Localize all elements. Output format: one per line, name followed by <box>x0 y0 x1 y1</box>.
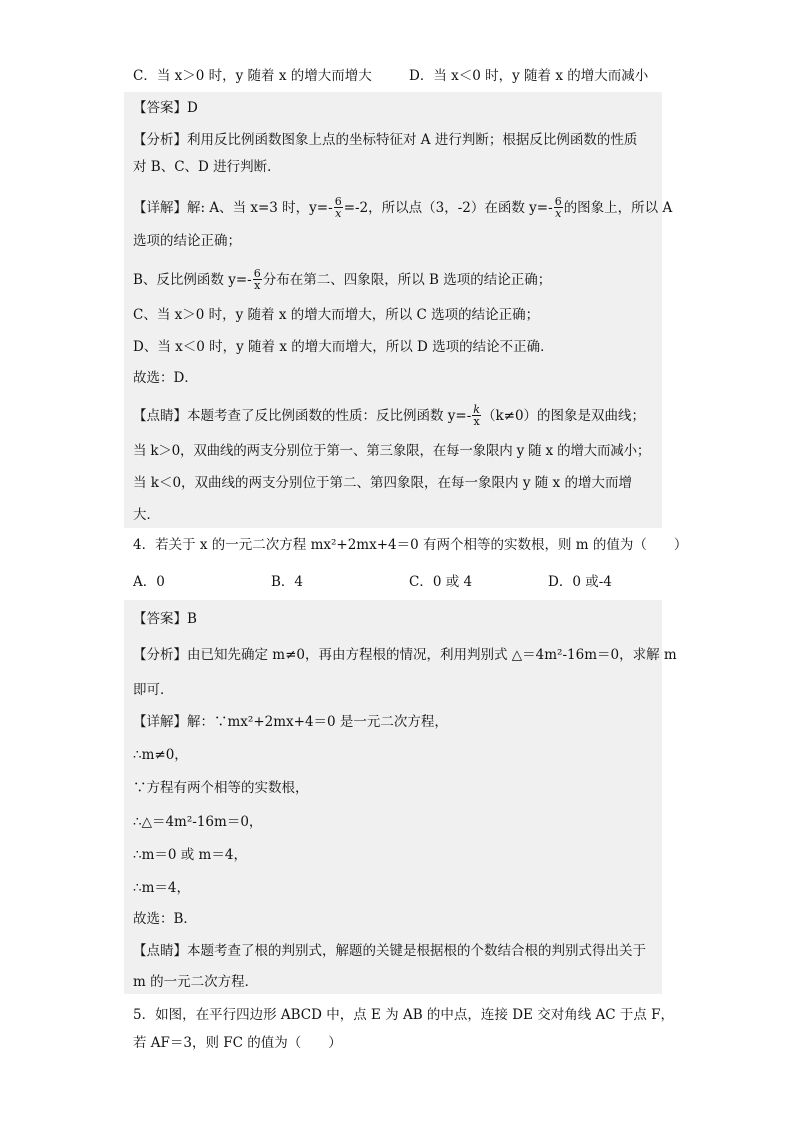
question-5-stem: 5．如图，在平行四边形 ABCD 中，点 E 为 AB 的中点，连接 DE 交对角线 AC 于点 F， <box>133 1007 675 1023</box>
q4-comment-line: 【点睛】本题考查了根的判别式，解题的关键是根据根的个数结合根的判别式得出关于 <box>133 943 646 959</box>
analysis-text: 【分析】利用反比例函数图象上点的坐标特征对 A 进行判断；根据反比例函数的性质 <box>133 132 638 148</box>
comment-line-4: 大． <box>133 507 160 523</box>
comment-line-3: 当 k＜0，双曲线的两支分别位于第二、第四象限，在每一象限内 y 随 x 的增大而增 <box>133 475 632 491</box>
q4-option-b: B．4 <box>271 574 304 590</box>
comment-line-2: 当 k＞0，双曲线的两支分别位于第一、第三象限，在每一象限内 y 随 x 的增大而减小； <box>133 443 651 459</box>
q4-detail-1: 【详解】解：∵mx²+2mx+4＝0 是一元二次方程， <box>133 714 448 730</box>
fraction: $\frac{6}{x}$ <box>554 195 562 220</box>
option-d: D．当 x＜0 时，y 随着 x 的增大而减小 <box>409 68 649 84</box>
comment-line: 【点睛】本题考查了反比例函数的性质：反比例函数 y=- $\frac{k}{x}$ （k≠0）的图象是双曲线； <box>133 403 646 428</box>
q4-choice-line: 故选：B． <box>133 911 197 927</box>
analysis-text-cont: 对 B、C、D 进行判断． <box>133 159 281 175</box>
q4-answer-label: 【答案】B <box>133 611 197 627</box>
fraction: $\frac{6}{x}$ <box>253 267 261 292</box>
q4-option-d: D．0 或-4 <box>548 574 612 590</box>
q4-comment-line-2: m 的一元二次方程． <box>133 974 259 990</box>
choice-line: 故选：D． <box>133 370 198 386</box>
q4-option-c: C．0 或 4 <box>409 574 473 590</box>
question-4-stem: 4．若关于 x 的一元二次方程 mx²+2mx+4＝0 有两个相等的实数根，则 m 的值为（ ） <box>133 537 688 553</box>
q4-detail-5: ∴m＝0 或 m＝4， <box>133 847 247 863</box>
option-c: C．当 x＞0 时，y 随着 x 的增大而增大 <box>133 68 372 84</box>
fraction: $\frac{6}{x}$ <box>334 195 342 220</box>
q4-analysis-text-cont: 即可． <box>133 682 174 698</box>
detail-line-b: B、反比例函数 y=- $\frac{6}{x}$ 分布在第二、四象限，所以 B 选项的结论正确； <box>133 267 552 292</box>
q4-detail-4: ∴△＝4m²-16m＝0， <box>133 814 263 830</box>
detail-line-d: D、当 x＜0 时，y 随着 x 的增大而增大，所以 D 选项的结论不正确． <box>133 339 554 355</box>
q4-detail-6: ∴m＝4， <box>133 880 190 896</box>
detail-line-a: 【详解】解: A、当 x=3 时，y=- $\frac{6}{x}$ =-2，所以点（3，-2）在函数 y=- $\frac{6}{x}$ 的图象上，所以 A <box>133 195 673 220</box>
q4-detail-3: ∵方程有两个相等的实数根， <box>133 780 309 796</box>
answer-label: 【答案】D <box>133 100 198 116</box>
detail-line-c: C、当 x＞0 时，y 随着 x 的增大而增大，所以 C 选项的结论正确； <box>133 307 540 323</box>
question-5-stem-cont: 若 AF＝3，则 FC 的值为（ ） <box>133 1035 342 1051</box>
q4-detail-2: ∴m≠0， <box>133 747 188 763</box>
q4-option-a: A．0 <box>133 574 165 590</box>
q4-analysis-text: 【分析】由已知先确定 m≠0，再由方程根的情况，利用判别式 △＝4m²-16m＝0，求解 m <box>133 647 677 663</box>
detail-line-a-cont: 选项的结论正确； <box>133 233 241 249</box>
fraction: $\frac{k}{x}$ <box>473 403 480 428</box>
